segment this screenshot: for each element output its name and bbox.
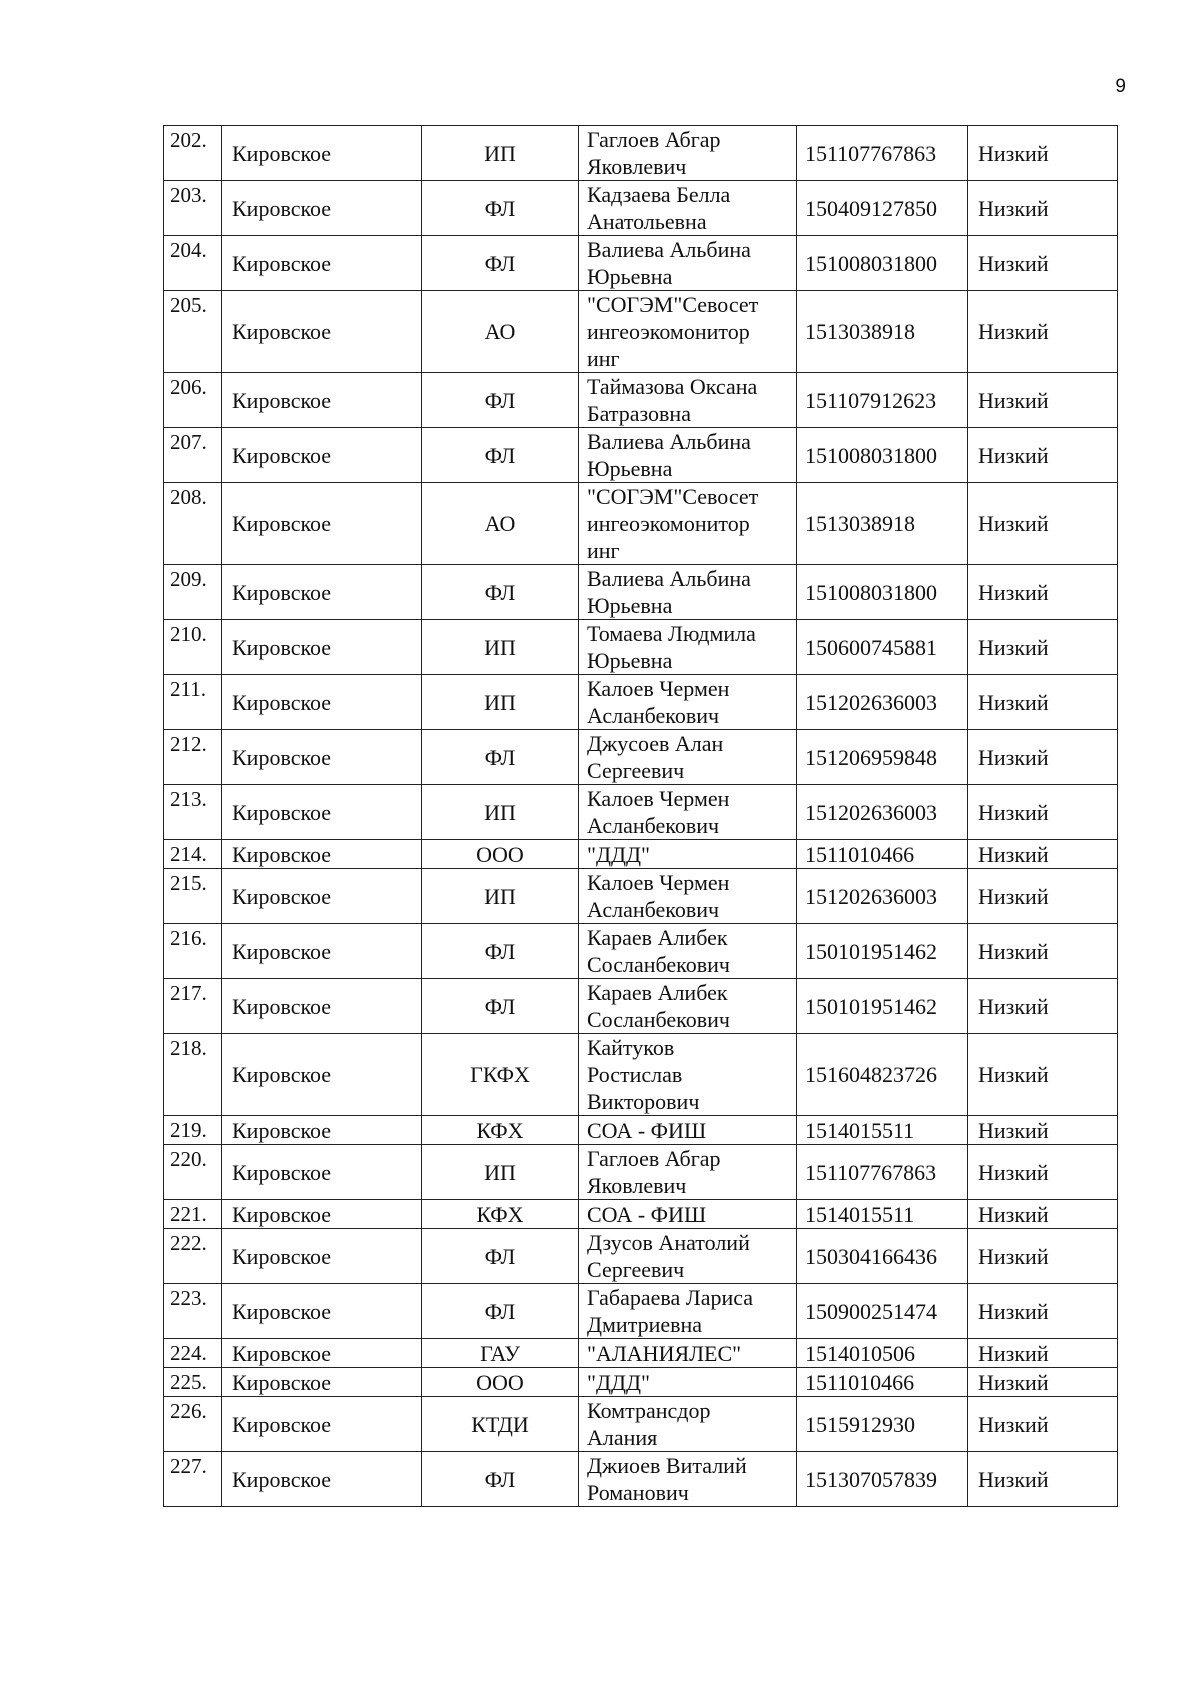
district-cell: Кировское bbox=[222, 1452, 422, 1507]
district-cell: Кировское bbox=[222, 1034, 422, 1116]
entity-name-line: Юрьевна bbox=[587, 648, 673, 673]
inn-cell: 151008031800 bbox=[797, 236, 968, 291]
district-cell: Кировское bbox=[222, 428, 422, 483]
row-number-cell: 205. bbox=[164, 291, 222, 373]
district-cell: Кировское bbox=[222, 236, 422, 291]
entity-name-line: Гаглоев Абгар bbox=[587, 1146, 721, 1171]
district-cell: Кировское bbox=[222, 373, 422, 428]
district-cell: Кировское bbox=[222, 483, 422, 565]
entity-name-line: Анатольевна bbox=[587, 209, 707, 234]
district-cell: Кировское bbox=[222, 126, 422, 181]
district-cell: Кировское bbox=[222, 1200, 422, 1229]
inn-cell: 1514015511 bbox=[797, 1116, 968, 1145]
table-row bbox=[164, 785, 1118, 840]
inn-cell: 151206959848 bbox=[797, 730, 968, 785]
table-body bbox=[164, 126, 1118, 1507]
inn-cell: 151107767863 bbox=[797, 1145, 968, 1200]
risk-level-cell: Низкий bbox=[968, 840, 1118, 869]
inn-cell: 151202636003 bbox=[797, 675, 968, 730]
risk-level-cell: Низкий bbox=[968, 1339, 1118, 1368]
inn-cell: 151107912623 bbox=[797, 373, 968, 428]
entity-name-line: Томаева Людмила bbox=[587, 621, 756, 646]
entity-type-cell: ИП bbox=[422, 126, 579, 181]
risk-level-cell: Низкий bbox=[968, 428, 1118, 483]
entity-name-line: "АЛАНИЯЛЕС" bbox=[587, 1340, 742, 1366]
entity-name-cell bbox=[579, 483, 797, 565]
table-row bbox=[164, 1397, 1118, 1452]
district-cell: Кировское bbox=[222, 1116, 422, 1145]
entity-type-cell: ИП bbox=[422, 785, 579, 840]
entity-name-line: "ДДД" bbox=[587, 841, 650, 867]
table-row bbox=[164, 924, 1118, 979]
district-cell: Кировское bbox=[222, 675, 422, 730]
entity-name-line: ингеоэкомонитор bbox=[587, 511, 750, 536]
entity-name-cell bbox=[579, 1339, 797, 1368]
row-number-cell: 218. bbox=[164, 1034, 222, 1116]
entity-type-cell: ИП bbox=[422, 1145, 579, 1200]
entity-name-cell bbox=[579, 1200, 797, 1229]
district-cell: Кировское bbox=[222, 1368, 422, 1397]
inn-cell: 151202636003 bbox=[797, 869, 968, 924]
entity-name-line: Сергеевич bbox=[587, 758, 685, 783]
row-number-cell: 227. bbox=[164, 1452, 222, 1507]
row-number-cell: 202. bbox=[164, 126, 222, 181]
entity-name-line: "ДДД" bbox=[587, 1369, 650, 1395]
inn-cell: 151307057839 bbox=[797, 1452, 968, 1507]
inn-cell: 151604823726 bbox=[797, 1034, 968, 1116]
inn-cell: 1511010466 bbox=[797, 840, 968, 869]
district-cell: Кировское bbox=[222, 785, 422, 840]
entity-name-line: Сергеевич bbox=[587, 1257, 685, 1282]
entity-name-cell bbox=[579, 620, 797, 675]
district-cell: Кировское bbox=[222, 565, 422, 620]
table-row bbox=[164, 1200, 1118, 1229]
row-number-cell: 210. bbox=[164, 620, 222, 675]
entity-name-cell bbox=[579, 565, 797, 620]
district-cell: Кировское bbox=[222, 979, 422, 1034]
table-row bbox=[164, 675, 1118, 730]
table-row bbox=[164, 730, 1118, 785]
entity-type-cell: КФХ bbox=[422, 1116, 579, 1145]
entity-type-cell: ФЛ bbox=[422, 428, 579, 483]
table-row bbox=[164, 565, 1118, 620]
entity-type-cell: КФХ bbox=[422, 1200, 579, 1229]
table-row bbox=[164, 1034, 1118, 1116]
row-number-cell: 212. bbox=[164, 730, 222, 785]
entity-name-line: Батразовна bbox=[587, 401, 691, 426]
inn-cell: 150900251474 bbox=[797, 1284, 968, 1339]
entity-name-line: СОА - ФИШ bbox=[587, 1201, 707, 1227]
district-cell: Кировское bbox=[222, 1339, 422, 1368]
entity-name-line: Алания bbox=[587, 1425, 658, 1450]
entity-type-cell: ГАУ bbox=[422, 1339, 579, 1368]
entity-name-line: Асланбекович bbox=[587, 813, 720, 838]
inn-cell: 1515912930 bbox=[797, 1397, 968, 1452]
row-number-cell: 221. bbox=[164, 1200, 222, 1229]
entity-type-cell: ИП bbox=[422, 675, 579, 730]
inn-cell: 151202636003 bbox=[797, 785, 968, 840]
risk-level-cell: Низкий bbox=[968, 1229, 1118, 1284]
entity-type-cell: ФЛ bbox=[422, 181, 579, 236]
row-number-cell: 223. bbox=[164, 1284, 222, 1339]
entity-name-line: Кадзаева Белла bbox=[587, 182, 731, 207]
risk-level-cell: Низкий bbox=[968, 1284, 1118, 1339]
table-row bbox=[164, 291, 1118, 373]
entity-name-line: Дзусов Анатолий bbox=[587, 1230, 750, 1255]
entity-name-line: Джусоев Алан bbox=[587, 731, 724, 756]
district-cell: Кировское bbox=[222, 1145, 422, 1200]
inn-cell: 1513038918 bbox=[797, 291, 968, 373]
entity-name-cell bbox=[579, 181, 797, 236]
table-row bbox=[164, 1229, 1118, 1284]
risk-level-cell: Низкий bbox=[968, 1116, 1118, 1145]
entity-name-cell bbox=[579, 126, 797, 181]
entity-name-cell bbox=[579, 1229, 797, 1284]
table-row bbox=[164, 181, 1118, 236]
registry-table bbox=[163, 125, 1118, 1507]
entity-name-line: ингеоэкомонитор bbox=[587, 319, 750, 344]
entity-name-line: Юрьевна bbox=[587, 456, 673, 481]
entity-name-line: Яковлевич bbox=[587, 154, 687, 179]
entity-type-cell: АО bbox=[422, 291, 579, 373]
entity-name-line: Викторович bbox=[587, 1089, 700, 1114]
district-cell: Кировское bbox=[222, 620, 422, 675]
risk-level-cell: Низкий bbox=[968, 126, 1118, 181]
inn-cell: 151008031800 bbox=[797, 428, 968, 483]
entity-name-cell bbox=[579, 840, 797, 869]
district-cell: Кировское bbox=[222, 291, 422, 373]
risk-level-cell: Низкий bbox=[968, 565, 1118, 620]
table-row bbox=[164, 1116, 1118, 1145]
entity-name-cell bbox=[579, 1145, 797, 1200]
risk-level-cell: Низкий bbox=[968, 1452, 1118, 1507]
district-cell: Кировское bbox=[222, 730, 422, 785]
row-number-cell: 220. bbox=[164, 1145, 222, 1200]
table-row bbox=[164, 1339, 1118, 1368]
entity-name-line: Калоев Чермен bbox=[587, 676, 730, 701]
risk-level-cell: Низкий bbox=[968, 730, 1118, 785]
row-number-cell: 217. bbox=[164, 979, 222, 1034]
table-row bbox=[164, 979, 1118, 1034]
entity-type-cell: АО bbox=[422, 483, 579, 565]
entity-name-line: Калоев Чермен bbox=[587, 786, 730, 811]
risk-level-cell: Низкий bbox=[968, 1397, 1118, 1452]
entity-type-cell: ФЛ bbox=[422, 924, 579, 979]
risk-level-cell: Низкий bbox=[968, 236, 1118, 291]
row-number-cell: 225. bbox=[164, 1368, 222, 1397]
inn-cell: 1514010506 bbox=[797, 1339, 968, 1368]
entity-name-cell bbox=[579, 730, 797, 785]
entity-type-cell: ФЛ bbox=[422, 979, 579, 1034]
entity-name-line: инг bbox=[587, 346, 620, 371]
district-cell: Кировское bbox=[222, 1397, 422, 1452]
row-number-cell: 222. bbox=[164, 1229, 222, 1284]
row-number-cell: 226. bbox=[164, 1397, 222, 1452]
district-cell: Кировское bbox=[222, 924, 422, 979]
risk-level-cell: Низкий bbox=[968, 1200, 1118, 1229]
district-cell: Кировское bbox=[222, 181, 422, 236]
row-number-cell: 215. bbox=[164, 869, 222, 924]
entity-name-line: Юрьевна bbox=[587, 264, 673, 289]
entity-name-line: Кайтуков bbox=[587, 1035, 675, 1060]
table-row bbox=[164, 840, 1118, 869]
entity-name-cell bbox=[579, 373, 797, 428]
inn-cell: 1511010466 bbox=[797, 1368, 968, 1397]
entity-type-cell: ИП bbox=[422, 869, 579, 924]
entity-name-line: Габараева Лариса bbox=[587, 1285, 754, 1310]
risk-level-cell: Низкий bbox=[968, 483, 1118, 565]
inn-cell: 150409127850 bbox=[797, 181, 968, 236]
entity-name-cell bbox=[579, 785, 797, 840]
entity-name-cell bbox=[579, 1368, 797, 1397]
entity-type-cell: ФЛ bbox=[422, 1452, 579, 1507]
district-cell: Кировское bbox=[222, 869, 422, 924]
entity-name-cell bbox=[579, 1452, 797, 1507]
entity-name-cell bbox=[579, 428, 797, 483]
row-number-cell: 216. bbox=[164, 924, 222, 979]
entity-name-cell bbox=[579, 979, 797, 1034]
row-number-cell: 209. bbox=[164, 565, 222, 620]
table-row bbox=[164, 1284, 1118, 1339]
entity-name-cell bbox=[579, 1034, 797, 1116]
entity-type-cell: ИП bbox=[422, 620, 579, 675]
entity-name-cell bbox=[579, 675, 797, 730]
entity-name-line: Романович bbox=[587, 1480, 689, 1505]
risk-level-cell: Низкий bbox=[968, 924, 1118, 979]
entity-name-line: СОА - ФИШ bbox=[587, 1117, 707, 1143]
row-number-cell: 214. bbox=[164, 840, 222, 869]
row-number-cell: 206. bbox=[164, 373, 222, 428]
entity-name-line: Сосланбекович bbox=[587, 952, 730, 977]
entity-name-line: Гаглоев Абгар bbox=[587, 127, 721, 152]
district-cell: Кировское bbox=[222, 1284, 422, 1339]
table-row bbox=[164, 428, 1118, 483]
entity-name-line: Таймазова Оксана bbox=[587, 374, 758, 399]
inn-cell: 150101951462 bbox=[797, 979, 968, 1034]
row-number-cell: 207. bbox=[164, 428, 222, 483]
table-row bbox=[164, 236, 1118, 291]
inn-cell: 1513038918 bbox=[797, 483, 968, 565]
entity-name-cell bbox=[579, 236, 797, 291]
district-cell: Кировское bbox=[222, 840, 422, 869]
inn-cell: 151107767863 bbox=[797, 126, 968, 181]
entity-name-line: "СОГЭМ"Севосет bbox=[587, 292, 759, 317]
table-row bbox=[164, 620, 1118, 675]
entity-name-cell bbox=[579, 1116, 797, 1145]
page-number: 9 bbox=[1115, 76, 1126, 97]
table-row bbox=[164, 869, 1118, 924]
entity-name-line: Караев Алибек bbox=[587, 980, 728, 1005]
entity-type-cell: ООО bbox=[422, 840, 579, 869]
entity-type-cell: ООО bbox=[422, 1368, 579, 1397]
entity-type-cell: КТДИ bbox=[422, 1397, 579, 1452]
row-number-cell: 211. bbox=[164, 675, 222, 730]
entity-type-cell: ФЛ bbox=[422, 1284, 579, 1339]
table-row bbox=[164, 1452, 1118, 1507]
entity-type-cell: ФЛ bbox=[422, 236, 579, 291]
entity-type-cell: ФЛ bbox=[422, 730, 579, 785]
entity-name-line: Караев Алибек bbox=[587, 925, 728, 950]
risk-level-cell: Низкий bbox=[968, 869, 1118, 924]
inn-cell: 1514015511 bbox=[797, 1200, 968, 1229]
entity-name-cell bbox=[579, 1284, 797, 1339]
entity-name-line: Валиева Альбина bbox=[587, 566, 751, 591]
entity-name-line: Калоев Чермен bbox=[587, 870, 730, 895]
table-row bbox=[164, 373, 1118, 428]
entity-name-line: Джиоев Виталий bbox=[587, 1453, 747, 1478]
risk-level-cell: Низкий bbox=[968, 181, 1118, 236]
risk-level-cell: Низкий bbox=[968, 979, 1118, 1034]
inn-cell: 151008031800 bbox=[797, 565, 968, 620]
risk-level-cell: Низкий bbox=[968, 620, 1118, 675]
entity-name-line: Комтрансдор bbox=[587, 1398, 711, 1423]
entity-name-line: "СОГЭМ"Севосет bbox=[587, 484, 759, 509]
entity-name-cell bbox=[579, 291, 797, 373]
risk-level-cell: Низкий bbox=[968, 1368, 1118, 1397]
entity-type-cell: ФЛ bbox=[422, 373, 579, 428]
entity-name-line: Дмитриевна bbox=[587, 1312, 703, 1337]
table-row bbox=[164, 126, 1118, 181]
row-number-cell: 219. bbox=[164, 1116, 222, 1145]
table-row bbox=[164, 1368, 1118, 1397]
entity-name-line: Ростислав bbox=[587, 1062, 683, 1087]
table-row bbox=[164, 483, 1118, 565]
entity-name-line: Валиева Альбина bbox=[587, 429, 751, 454]
row-number-cell: 224. bbox=[164, 1339, 222, 1368]
district-cell: Кировское bbox=[222, 1229, 422, 1284]
entity-type-cell: ФЛ bbox=[422, 1229, 579, 1284]
entity-name-cell bbox=[579, 924, 797, 979]
entity-name-line: Валиева Альбина bbox=[587, 237, 751, 262]
inn-cell: 150600745881 bbox=[797, 620, 968, 675]
risk-level-cell: Низкий bbox=[968, 291, 1118, 373]
risk-level-cell: Низкий bbox=[968, 785, 1118, 840]
entity-type-cell: ГКФХ bbox=[422, 1034, 579, 1116]
risk-level-cell: Низкий bbox=[968, 373, 1118, 428]
entity-name-line: Яковлевич bbox=[587, 1173, 687, 1198]
row-number-cell: 203. bbox=[164, 181, 222, 236]
row-number-cell: 208. bbox=[164, 483, 222, 565]
risk-level-cell: Низкий bbox=[968, 1034, 1118, 1116]
entity-name-line: Асланбекович bbox=[587, 897, 720, 922]
entity-name-line: Юрьевна bbox=[587, 593, 673, 618]
inn-cell: 150304166436 bbox=[797, 1229, 968, 1284]
entity-name-line: Сосланбекович bbox=[587, 1007, 730, 1032]
entity-name-line: инг bbox=[587, 538, 620, 563]
row-number-cell: 204. bbox=[164, 236, 222, 291]
entity-name-cell bbox=[579, 1397, 797, 1452]
inn-cell: 150101951462 bbox=[797, 924, 968, 979]
entity-name-line: Асланбекович bbox=[587, 703, 720, 728]
risk-level-cell: Низкий bbox=[968, 675, 1118, 730]
entity-type-cell: ФЛ bbox=[422, 565, 579, 620]
table-row bbox=[164, 1145, 1118, 1200]
row-number-cell: 213. bbox=[164, 785, 222, 840]
risk-level-cell: Низкий bbox=[968, 1145, 1118, 1200]
entity-name-cell bbox=[579, 869, 797, 924]
